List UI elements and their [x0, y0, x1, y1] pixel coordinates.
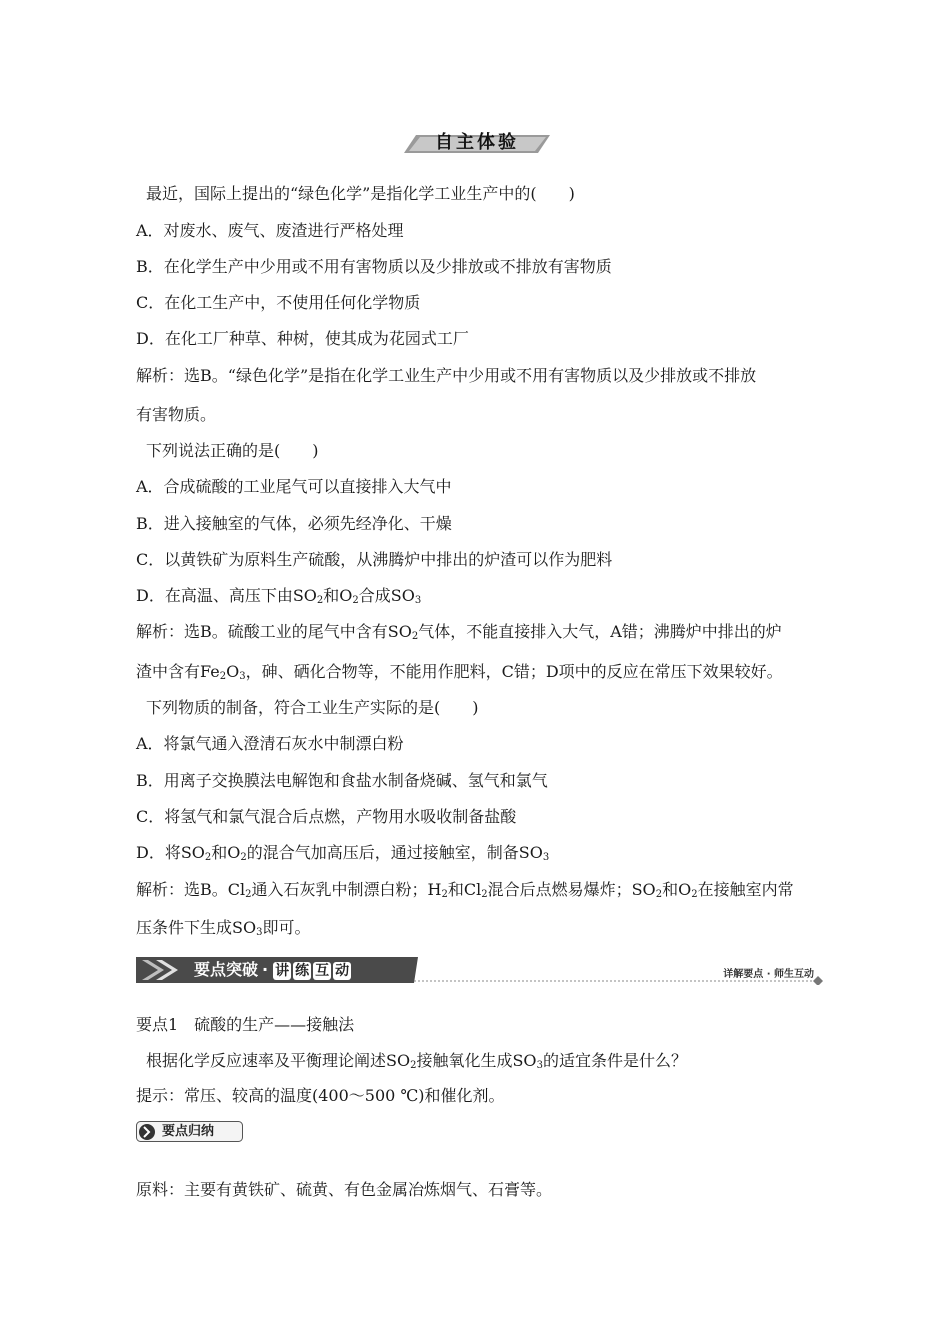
- q2-option-c: C．以黄铁矿为原料生产硫酸，从沸腾炉中排出的炉渣可以作为肥料: [136, 550, 613, 569]
- section-subtitle: 详解要点 · 师生互动: [723, 969, 814, 980]
- q2-analysis-line2: 渣中含有$Fe_2O_3$，砷、硒化合物等，不能用作肥料，C错；D项中的反应在常压下效果较好。: [136, 662, 783, 682]
- q2-option-d: D．在高温、高压下由$SO_2$和$O_2$合成$SO_3$: [136, 586, 422, 606]
- point1-question: 根据化学反应速率及平衡理论阐述$SO_2$接触氧化生成$SO_3$的适宜条件是什么？: [146, 1051, 687, 1071]
- q1-analysis-line1: 解析：选B。“绿色化学”是指在化学工业生产中少用或不用有害物质以及少排放或不排放: [136, 366, 757, 385]
- q1-option-c: C．在化工生产中，不使用任何化学物质: [136, 293, 421, 312]
- q3-stem: 下列物质的制备，符合工业生产实际的是( ): [146, 698, 479, 717]
- summary-tag: [136, 1121, 244, 1143]
- q2-option-a: A．合成硫酸的工业尾气可以直接排入大气中: [136, 477, 452, 496]
- q2-analysis-line1: 解析：选B。硫酸工业的尾气中含有$SO_2$气体，不能直接排入大气，A错；沸腾炉中排出的炉: [136, 622, 782, 642]
- q2-stem: 下列说法正确的是( ): [146, 441, 319, 460]
- q1-option-a: A．对废水、废气、废渣进行严格处理: [136, 221, 404, 240]
- point1-hint: 提示：常压、较高的温度(400～500 ℃)和催化剂。: [136, 1086, 505, 1105]
- q1-stem: 最近，国际上提出的“绿色化学”是指化学工业生产中的( ): [146, 184, 575, 203]
- q1-option-b: B．在化学生产中少用或不用有害物质以及少排放或不排放有害物质: [136, 257, 612, 276]
- raw-materials: 原料：主要有黄铁矿、硫黄、有色金属冶炼烟气、石膏等。: [136, 1180, 553, 1199]
- q3-analysis-line2: 压条件下生成$SO_3$即可。: [136, 918, 311, 938]
- section-bar-key-points: [136, 957, 828, 985]
- q3-analysis-line1: 解析：选B。$Cl_2$通入石灰乳中制漂白粉；$H_2$和$Cl_2$混合后点燃易爆炸；$SO_2$和$O_2$在接触室内常: [136, 880, 794, 900]
- banner-title: 自主体验: [435, 132, 519, 153]
- section-banner-self-study: [404, 131, 550, 155]
- q2-option-b: B．进入接触室的气体，必须先经净化、干燥: [136, 514, 452, 533]
- q1-option-d: D．在化工厂种草、种树，使其成为花园式工厂: [136, 329, 469, 348]
- q3-option-c: C．将氢气和氯气混合后点燃，产物用水吸收制备盐酸: [136, 807, 517, 826]
- q3-option-a: A．将氯气通入澄清石灰水中制漂白粉: [136, 734, 404, 753]
- point1-heading: 要点1 硫酸的生产——接触法: [136, 1015, 355, 1034]
- q1-analysis-line2: 有害物质。: [136, 405, 217, 424]
- tag-label: 要点归纳: [162, 1124, 215, 1139]
- q3-option-d: D．将$SO_2$和$O_2$的混合气加高压后，通过接触室，制备$SO_3$: [136, 843, 550, 863]
- section-title: 要点突破 · 讲 练 互 动: [194, 960, 350, 979]
- q3-option-b: B．用离子交换膜法电解饱和食盐水制备烧碱、氢气和氯气: [136, 771, 548, 790]
